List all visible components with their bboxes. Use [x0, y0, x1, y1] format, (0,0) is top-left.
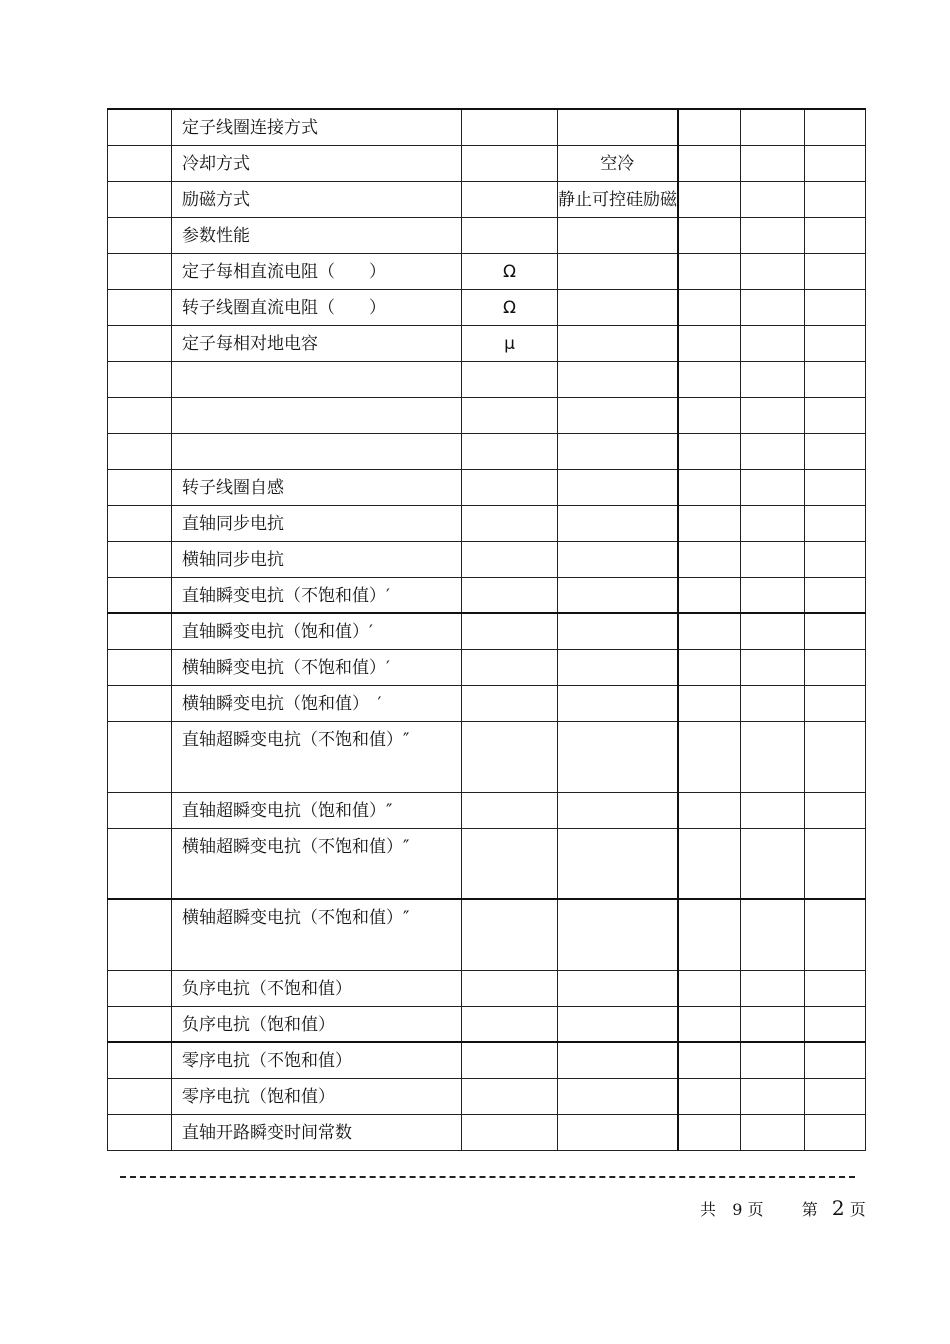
data-cell [678, 899, 741, 970]
data-cell [678, 505, 741, 541]
parameter-name: 直轴超瞬变电抗（饱和值）″ [172, 792, 462, 828]
data-cell [678, 792, 741, 828]
data-cell [741, 145, 805, 181]
data-cell [741, 397, 805, 433]
index-cell [108, 792, 172, 828]
footer-current-page: 2 [831, 1196, 845, 1220]
value-cell [558, 792, 678, 828]
unit-cell: Ω [462, 289, 558, 325]
index-cell [108, 899, 172, 970]
table-row [108, 145, 866, 181]
index-cell [108, 1006, 172, 1042]
data-cell [678, 253, 741, 289]
data-cell [805, 1078, 866, 1114]
index-cell [108, 469, 172, 505]
table-row [108, 1114, 866, 1150]
parameter-name [172, 397, 462, 433]
parameter-name: 直轴开路瞬变时间常数 [172, 1114, 462, 1150]
data-cell [678, 217, 741, 253]
data-cell [678, 541, 741, 577]
data-cell [741, 1042, 805, 1078]
data-cell [805, 685, 866, 721]
index-cell [108, 325, 172, 361]
index-cell [108, 970, 172, 1006]
value-cell: 静止可控硅励磁 [558, 181, 678, 217]
data-cell [678, 397, 741, 433]
data-cell [741, 685, 805, 721]
index-cell [108, 541, 172, 577]
unit-cell [462, 685, 558, 721]
data-cell [805, 469, 866, 505]
data-cell [678, 970, 741, 1006]
page-footer [700, 1196, 866, 1220]
index-cell [108, 145, 172, 181]
data-cell [741, 253, 805, 289]
data-cell [805, 109, 866, 145]
data-cell [741, 649, 805, 685]
table-row [108, 397, 866, 433]
unit-cell [462, 217, 558, 253]
parameter-name: 负序电抗（饱和值） [172, 1006, 462, 1042]
parameter-name: 定子每相直流电阻（ ） [172, 253, 462, 289]
value-cell [558, 325, 678, 361]
value-cell [558, 649, 678, 685]
data-cell [678, 181, 741, 217]
data-cell [741, 721, 805, 792]
unit-cell [462, 613, 558, 649]
unit-cell: Ω [462, 253, 558, 289]
index-cell [108, 1114, 172, 1150]
parameter-name: 直轴瞬变电抗（不饱和值）′ [172, 577, 462, 613]
data-cell [805, 289, 866, 325]
table-row [108, 433, 866, 469]
unit-cell [462, 577, 558, 613]
data-cell [741, 613, 805, 649]
table-row [108, 109, 866, 145]
table-row [108, 541, 866, 577]
index-cell [108, 577, 172, 613]
unit-cell [462, 541, 558, 577]
data-cell [678, 289, 741, 325]
index-cell [108, 1042, 172, 1078]
unit-cell [462, 970, 558, 1006]
unit-cell [462, 899, 558, 970]
data-cell [741, 505, 805, 541]
value-cell [558, 1042, 678, 1078]
value-cell [558, 217, 678, 253]
data-cell [741, 325, 805, 361]
unit-cell [462, 505, 558, 541]
index-cell [108, 685, 172, 721]
value-cell [558, 361, 678, 397]
table-row [108, 469, 866, 505]
unit-cell [462, 721, 558, 792]
parameter-name: 定子线圈连接方式 [172, 109, 462, 145]
footer-divider [120, 1176, 855, 1178]
index-cell [108, 217, 172, 253]
value-cell [558, 828, 678, 899]
index-cell [108, 1078, 172, 1114]
footer-glyph-page-suffix: 页 [849, 1200, 866, 1219]
value-cell [558, 253, 678, 289]
table-row [108, 899, 866, 970]
table-row [108, 325, 866, 361]
unit-cell [462, 649, 558, 685]
data-cell [678, 649, 741, 685]
index-cell [108, 109, 172, 145]
table-row [108, 828, 866, 899]
data-cell [678, 145, 741, 181]
data-cell [741, 970, 805, 1006]
data-cell [678, 613, 741, 649]
data-cell [678, 1114, 741, 1150]
data-cell [805, 541, 866, 577]
index-cell [108, 253, 172, 289]
table-row [108, 1078, 866, 1114]
parameter-name: 横轴超瞬变电抗（不饱和值）″ [172, 899, 462, 970]
table-row [108, 685, 866, 721]
unit-cell [462, 1006, 558, 1042]
value-cell [558, 109, 678, 145]
parameter-table [107, 108, 866, 1151]
data-cell [805, 325, 866, 361]
index-cell [108, 649, 172, 685]
index-cell [108, 828, 172, 899]
index-cell [108, 397, 172, 433]
data-cell [805, 217, 866, 253]
table-row [108, 1006, 866, 1042]
value-cell [558, 577, 678, 613]
parameter-name: 冷却方式 [172, 145, 462, 181]
table-row [108, 181, 866, 217]
data-cell [805, 721, 866, 792]
data-cell [805, 1114, 866, 1150]
data-cell [805, 899, 866, 970]
parameter-name: 横轴同步电抗 [172, 541, 462, 577]
unit-cell [462, 433, 558, 469]
data-cell [741, 828, 805, 899]
value-cell [558, 970, 678, 1006]
data-cell [678, 1006, 741, 1042]
value-cell [558, 613, 678, 649]
parameter-name: 定子每相对地电容 [172, 325, 462, 361]
table-row [108, 577, 866, 613]
data-cell [678, 721, 741, 792]
value-cell: 空冷 [558, 145, 678, 181]
value-cell [558, 397, 678, 433]
parameter-name: 横轴瞬变电抗（不饱和值）′ [172, 649, 462, 685]
table-row [108, 217, 866, 253]
data-cell [805, 1042, 866, 1078]
data-cell [741, 1006, 805, 1042]
table-row [108, 289, 866, 325]
table-row [108, 792, 866, 828]
data-cell [741, 181, 805, 217]
value-cell [558, 899, 678, 970]
data-cell [741, 289, 805, 325]
value-cell [558, 1114, 678, 1150]
data-cell [741, 577, 805, 613]
parameter-name: 直轴超瞬变电抗（不饱和值）″ [172, 721, 462, 792]
value-cell [558, 433, 678, 469]
table-row [108, 721, 866, 792]
data-cell [741, 792, 805, 828]
data-cell [678, 109, 741, 145]
value-cell [558, 505, 678, 541]
data-cell [805, 181, 866, 217]
data-cell [741, 433, 805, 469]
index-cell [108, 613, 172, 649]
data-cell [805, 145, 866, 181]
data-cell [741, 109, 805, 145]
table-row [108, 1042, 866, 1078]
parameter-name: 横轴瞬变电抗（饱和值） ′ [172, 685, 462, 721]
value-cell [558, 721, 678, 792]
data-cell [678, 828, 741, 899]
data-cell [805, 253, 866, 289]
table-row [108, 505, 866, 541]
unit-cell [462, 1114, 558, 1150]
parameter-name: 横轴超瞬变电抗（不饱和值）″ [172, 828, 462, 899]
unit-cell [462, 397, 558, 433]
parameter-name [172, 361, 462, 397]
table-row [108, 613, 866, 649]
parameter-name: 励磁方式 [172, 181, 462, 217]
parameter-table-body [108, 109, 866, 1150]
index-cell [108, 505, 172, 541]
index-cell [108, 433, 172, 469]
parameter-name: 转子线圈自感 [172, 469, 462, 505]
data-cell [805, 433, 866, 469]
value-cell [558, 469, 678, 505]
index-cell [108, 721, 172, 792]
footer-glyph-total-suffix: 页 [747, 1200, 764, 1219]
data-cell [741, 899, 805, 970]
parameter-name: 参数性能 [172, 217, 462, 253]
table-row [108, 649, 866, 685]
footer-total-pages: 9 [732, 1200, 743, 1219]
data-cell [741, 1114, 805, 1150]
data-cell [741, 1078, 805, 1114]
unit-cell: μ [462, 325, 558, 361]
parameter-name: 直轴瞬变电抗（饱和值）′ [172, 613, 462, 649]
data-cell [805, 1006, 866, 1042]
data-cell [805, 970, 866, 1006]
unit-cell [462, 792, 558, 828]
data-cell [741, 541, 805, 577]
unit-cell [462, 1042, 558, 1078]
parameter-name: 零序电抗（饱和值） [172, 1078, 462, 1114]
value-cell [558, 541, 678, 577]
unit-cell [462, 145, 558, 181]
index-cell [108, 181, 172, 217]
unit-cell [462, 181, 558, 217]
data-cell [678, 577, 741, 613]
parameter-name: 转子线圈直流电阻（ ） [172, 289, 462, 325]
data-cell [678, 1078, 741, 1114]
unit-cell [462, 469, 558, 505]
data-cell [678, 325, 741, 361]
data-cell [805, 505, 866, 541]
footer-glyph-total-prefix: 共 [700, 1200, 717, 1219]
data-cell [805, 613, 866, 649]
data-cell [805, 361, 866, 397]
value-cell [558, 685, 678, 721]
unit-cell [462, 828, 558, 899]
footer-glyph-page-prefix: 第 [801, 1200, 818, 1219]
index-cell [108, 361, 172, 397]
data-cell [741, 361, 805, 397]
table-row [108, 361, 866, 397]
data-cell [805, 649, 866, 685]
value-cell [558, 289, 678, 325]
index-cell [108, 289, 172, 325]
value-cell [558, 1006, 678, 1042]
data-cell [805, 828, 866, 899]
table-row [108, 253, 866, 289]
data-cell [741, 469, 805, 505]
data-cell [678, 361, 741, 397]
unit-cell [462, 361, 558, 397]
data-cell [678, 685, 741, 721]
data-cell [678, 1042, 741, 1078]
table-row [108, 970, 866, 1006]
data-cell [805, 577, 866, 613]
parameter-name: 零序电抗（不饱和值） [172, 1042, 462, 1078]
unit-cell [462, 109, 558, 145]
parameter-name [172, 433, 462, 469]
data-cell [741, 217, 805, 253]
value-cell [558, 1078, 678, 1114]
data-cell [805, 397, 866, 433]
data-cell [805, 792, 866, 828]
data-cell [678, 433, 741, 469]
unit-cell [462, 1078, 558, 1114]
data-cell [678, 469, 741, 505]
spec-sheet [107, 108, 865, 1151]
parameter-name: 直轴同步电抗 [172, 505, 462, 541]
parameter-name: 负序电抗（不饱和值） [172, 970, 462, 1006]
